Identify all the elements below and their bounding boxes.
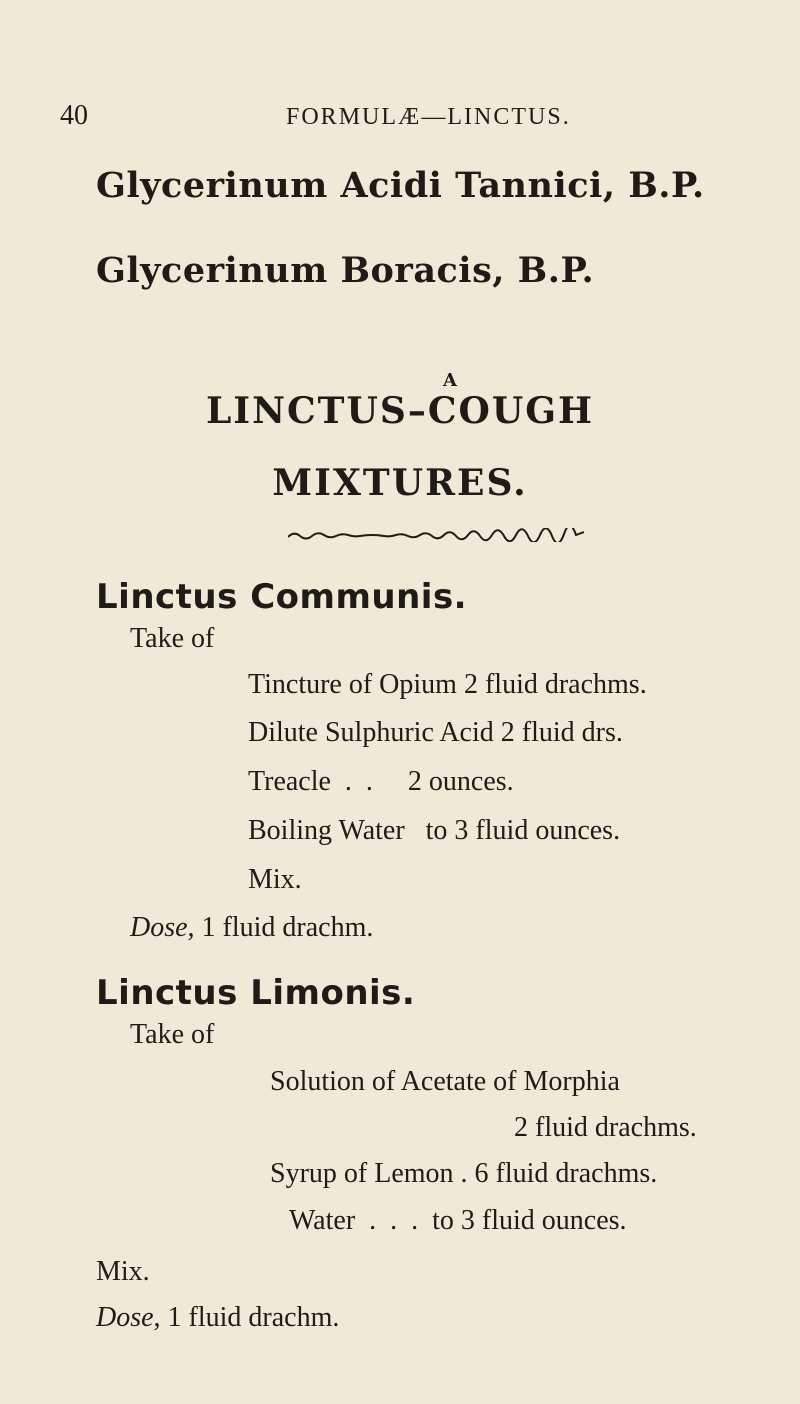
- mix-instruction: Mix.: [248, 864, 302, 895]
- running-head: FORMULÆ—LINCTUS.: [286, 104, 571, 130]
- ingredient-line: Treacle . . 2 ounces.: [248, 766, 514, 797]
- page-number: 40: [60, 100, 88, 131]
- ingredient-line: Syrup of Lemon . 6 fluid drachms.: [270, 1158, 658, 1189]
- dose-line: [130, 912, 373, 944]
- dose-value: 1 fluid drachm.: [201, 912, 374, 943]
- recipe-title-linctus-limonis: Linctus Limonis.: [96, 973, 416, 1013]
- take-of-label: Take of: [130, 623, 215, 654]
- dose-line: [96, 1302, 339, 1334]
- section-heading-line-2: MIXTURES.: [272, 462, 528, 504]
- dose-value: 1 fluid drachm.: [167, 1302, 340, 1333]
- formula-title-glycerinum-acidi-tannici: Glycerinum Acidi Tannici, B.P.: [96, 165, 705, 206]
- ingredient-line: Water . . . to 3 fluid ounces.: [289, 1205, 627, 1236]
- formula-title-glycerinum-boracis: Glycerinum Boracis, B.P.: [96, 250, 595, 291]
- ingredient-line: Tincture of Opium 2 fluid drachms.: [248, 669, 647, 700]
- mix-instruction: Mix.: [96, 1256, 150, 1287]
- ingredient-line: Solution of Acetate of Morphia: [270, 1066, 620, 1097]
- ingredient-line: Dilute Sulphuric Acid 2 fluid drs.: [248, 717, 623, 748]
- wavy-rule-ornament: [288, 528, 584, 542]
- ingredient-line-continuation: 2 fluid drachms.: [514, 1112, 697, 1143]
- recipe-title-linctus-communis: Linctus Communis.: [96, 577, 468, 617]
- accent-mark: A: [443, 370, 457, 391]
- dose-label: Dose,: [130, 912, 195, 943]
- take-of-label: Take of: [130, 1019, 215, 1050]
- ingredient-line: Boiling Water to 3 fluid ounces.: [248, 815, 621, 846]
- dose-label: Dose,: [96, 1302, 161, 1333]
- section-heading-line-1: LINCTUS–COUGH: [205, 390, 595, 432]
